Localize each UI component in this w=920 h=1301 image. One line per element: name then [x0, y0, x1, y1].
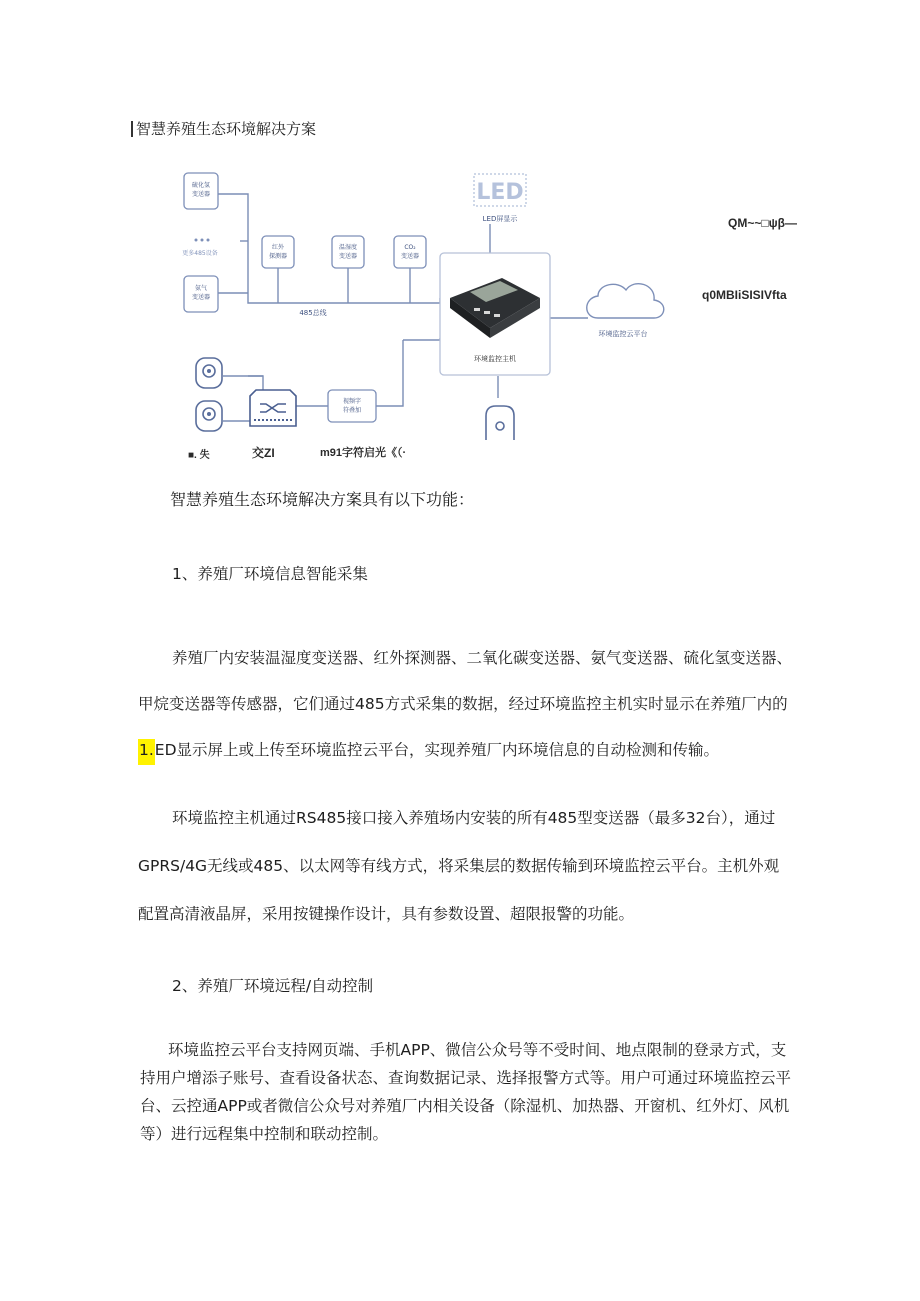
node-label: 红外	[271, 244, 285, 251]
node-label: 变送器	[191, 294, 211, 301]
node-label: 探测器	[268, 253, 288, 260]
side-note-2: q0MBIiSISIVfta	[702, 288, 787, 302]
system-diagram	[178, 168, 648, 440]
paragraph-3: 环境监控云平台支持网页端、手机APP、微信公众号等不受时间、地点限制的登录方式，支持用户增添子账号、查看设备状态、查询数据记录、选择报警方式等。用户可通过环境监控云平台、云控通APP或者微信公众号对养殖厂内相关设备（除湿机、加热器、开窗机、红外灯、风机等）进行远程集中控制和联动控制。	[140, 1041, 792, 1143]
more-devices-node	[182, 239, 217, 258]
node-label: 更多485设备	[182, 250, 218, 257]
monitoring-host-node	[440, 253, 550, 375]
paragraph-2-line-1: 环境监控主机通过RS485接口接入养殖场内安装的所有485型变送器（最多32台），通过	[172, 809, 776, 827]
output-device-icon	[486, 406, 514, 440]
paragraph-1-line-3	[138, 738, 719, 765]
document-title: 智慧养殖生态环境解决方案	[136, 120, 317, 138]
co2-transmitter-node	[394, 236, 426, 268]
host-label: 环境监控主机	[474, 355, 516, 363]
section-2-title: 2、养殖厂环境远程/自动控制	[172, 977, 374, 995]
led-screen-node	[474, 174, 526, 223]
ir-detector-node	[262, 236, 294, 268]
paragraph-1-line-3-text: ED显示屏上或上传至环境监控云平台，实现养殖厂内环境信息的自动检测和传输。	[154, 741, 720, 759]
node-label: 温湿度	[338, 244, 358, 251]
switch-caption: 交ZI	[252, 446, 275, 460]
paragraph-2-line-2: GPRS/4G无线或485、以太网等有线方式，将采集层的数据传输到环境监控云平台。主机外观	[138, 857, 780, 875]
cloud-label: 环境监控云平台	[598, 330, 648, 338]
led-glyph: LED	[476, 180, 524, 205]
video-overlay-node	[328, 390, 376, 422]
camera-icon	[196, 401, 222, 431]
paragraph-1-line-1: 养殖厂内安装温湿度变送器、红外探测器、二氧化碳变送器、氨气变送器、硫化氢变送器、	[172, 649, 793, 667]
intro-text: 智慧养殖生态环境解决方案具有以下功能：	[170, 490, 475, 509]
bus-label: 485总线	[299, 309, 327, 317]
node-label: 氨气	[194, 285, 208, 292]
node-label: 变送器	[400, 253, 420, 260]
led-caption: LED屏显示	[482, 215, 518, 223]
h2s-transmitter-node	[184, 173, 218, 209]
side-note-1: QM~~□ψβ—	[728, 216, 797, 230]
nh3-transmitter-node	[184, 276, 218, 312]
node-label: 符叠加	[342, 407, 362, 414]
node-label: 视频字	[342, 398, 362, 405]
temp-humidity-node	[332, 236, 364, 268]
title-marker	[131, 121, 133, 137]
overlay-caption: m91字符启光《（·	[320, 447, 407, 459]
node-label: 变送器	[338, 253, 358, 260]
cloud-platform-node	[587, 284, 664, 338]
node-label: 变送器	[191, 191, 211, 198]
paragraph-1-line-2: 甲烷变送器等传感器，它们通过485方式采集的数据，经过环境监控主机实时显示在养殖厂内的	[138, 695, 788, 713]
node-label: 硫化氢	[191, 182, 211, 189]
network-switch-icon	[250, 390, 296, 426]
camera-icon	[196, 358, 222, 388]
paragraph-2-line-3: 配置高清液晶屏，采用按键操作设计，具有参数设置、超限报警的功能。	[138, 905, 635, 923]
section-1-title: 1、养殖厂环境信息智能采集	[172, 565, 368, 583]
node-label: CO₂	[404, 244, 416, 251]
camera-caption: ■. 失	[188, 450, 210, 461]
highlight-mark: 1.	[138, 739, 155, 765]
